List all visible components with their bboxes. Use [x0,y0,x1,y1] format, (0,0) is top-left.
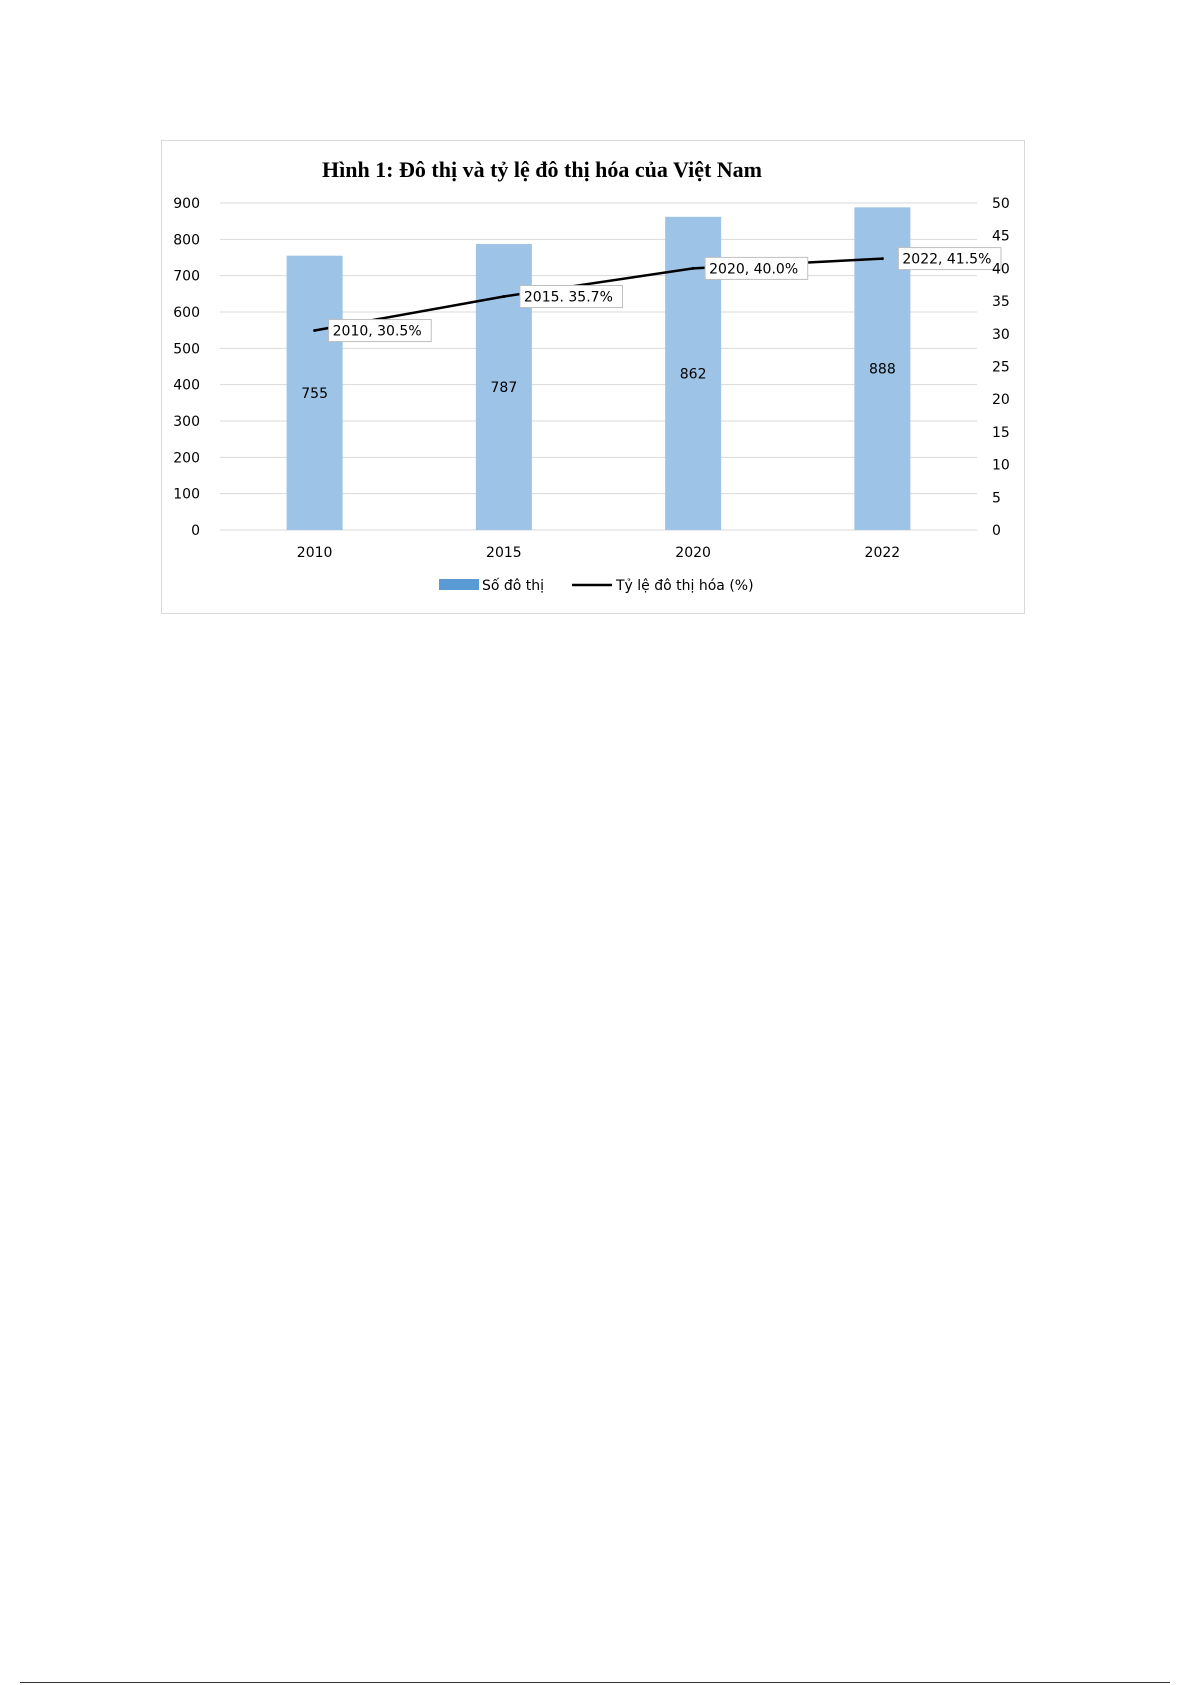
line-point [502,295,505,298]
line-data-label-text: 2010, 30.5% [332,323,422,340]
x-tick-label: 2022 [864,545,901,561]
y-left-tick-label: 400 [173,377,200,394]
line-data-label [705,257,808,279]
x-tick-label: 2020 [675,545,711,561]
y-right-tick-label: 25 [992,359,1010,376]
line-data-label [898,248,1001,270]
legend-label-line: Tỷ lệ đô thị hóa (%) [616,578,754,594]
line-data-label-text: 2022, 41.5% [902,251,992,268]
footer-rule [20,1682,1170,1683]
chart-title: Hình 1: Đô thị và tỷ lệ đô thị hóa của Việt Nam [321,157,763,182]
y-left-tick-label: 600 [173,305,200,321]
x-tick-label: 2015 [486,545,522,561]
y-right-tick-label: 50 [992,196,1010,212]
chart-frame [161,140,1025,614]
line-data-label-text: 2020, 40.0% [709,261,799,278]
y-right-tick-label: 45 [992,228,1010,245]
line-point [692,267,695,270]
line-data-label [520,286,623,308]
y-left-tick-label: 800 [173,232,200,249]
bar-data-label: 862 [679,366,707,383]
y-right-tick-label: 15 [992,424,1010,441]
y-right-tick-label: 20 [992,392,1010,409]
y-right-tick-label: 30 [992,326,1010,343]
y-right-tick-label: 40 [992,261,1010,278]
legend-label-bar: Số đô thị [482,578,545,594]
y-left-tick-label: 900 [173,196,200,212]
y-left-tick-label: 300 [173,414,200,430]
y-right-tick-label: 35 [992,294,1010,311]
y-left-tick-label: 200 [173,450,200,467]
legend-swatch-bar [439,579,479,590]
combo-chart [162,141,1026,615]
y-right-tick-label: 5 [992,490,1001,507]
line-point [313,329,316,332]
y-left-tick-label: 500 [173,341,200,358]
legend [439,577,754,594]
y-left-tick-label: 100 [173,486,200,503]
bar-data-label: 755 [301,385,328,402]
line-data-label-text: 2015. 35.7% [523,289,613,306]
line-data-label [329,320,432,342]
y-left-tick-label: 700 [173,268,200,285]
bar-data-label: 787 [490,380,518,397]
x-tick-label: 2010 [296,545,333,561]
y-left-tick-label: 0 [191,523,200,539]
bars [287,207,911,530]
y-right-tick-label: 0 [992,523,1001,539]
line-point [881,257,884,260]
bar-data-label: 888 [869,361,896,378]
y-right-tick-label: 10 [992,457,1010,474]
